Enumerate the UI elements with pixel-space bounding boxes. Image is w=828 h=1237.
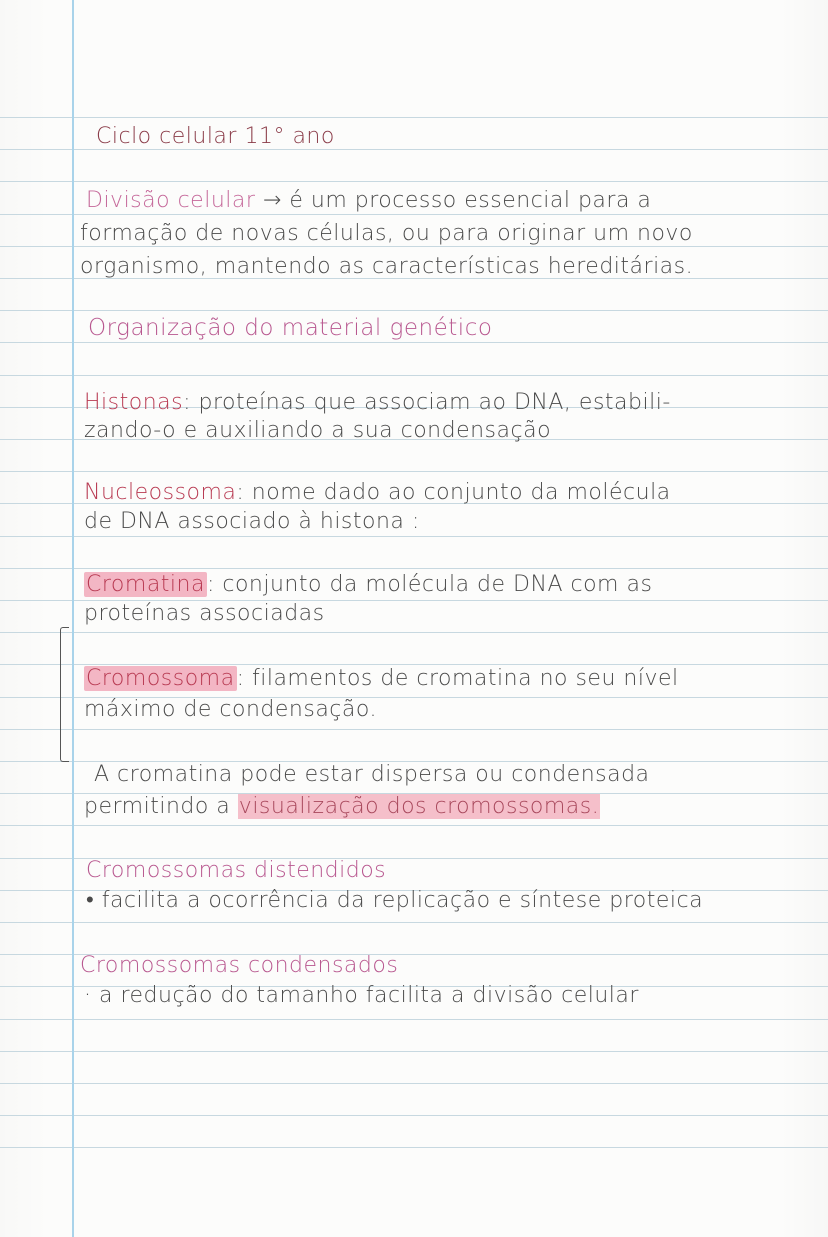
term-nucleossoma: Nucleossoma (84, 480, 237, 505)
rule-line (0, 117, 828, 118)
rule-line (0, 375, 828, 376)
cromossoma-text-1: : filamentos de cromatina no seu nível (236, 666, 679, 691)
divisao-line-2: formação de novas células, ou para originar um novo (80, 221, 693, 246)
histonas-text-1: : proteínas que associam ao DNA, estabili- (183, 390, 671, 415)
rule-line (0, 1083, 828, 1084)
condensados-heading: Cromossomas condensados (80, 953, 399, 978)
cromossoma-line-2: máximo de condensação. (84, 697, 377, 722)
section-heading: Organização do material genético (88, 315, 493, 341)
rule-line (0, 568, 828, 569)
cromatina-note-line-2 (84, 794, 600, 820)
divisao-text-1: é um processo essencial para a (289, 188, 652, 213)
divisao-line-1 (86, 188, 651, 214)
cromatina-line-1 (84, 572, 652, 598)
term-cromossoma: Cromossoma (86, 666, 235, 691)
rule-line (0, 536, 828, 537)
arrow: → (262, 188, 282, 213)
condensados-bullet: · a redução do tamanho facilita a divisão celular (84, 983, 639, 1008)
rule-line (0, 181, 828, 182)
nucleossoma-line-2: de DNA associado à histona : (84, 509, 420, 534)
rule-line (0, 1019, 828, 1020)
rule-line (0, 1115, 828, 1116)
term-divisao-celular: Divisão celular (86, 188, 256, 213)
rule-line (0, 342, 828, 343)
cromatina-note-highlight: visualização dos cromossomas. (238, 794, 600, 819)
distendidos-bullet: • facilita a ocorrência da replicação e síntese proteica (86, 888, 704, 913)
cromatina-line-2: proteínas associadas (84, 601, 325, 626)
rule-line (0, 825, 828, 826)
histonas-line-1 (84, 390, 671, 416)
term-cromatina: Cromatina (86, 572, 205, 597)
rule-line (0, 1051, 828, 1052)
rule-line (0, 922, 828, 923)
page-title: Ciclo celular 11° ano (96, 124, 335, 149)
rule-line (0, 632, 828, 633)
rule-line (0, 729, 828, 730)
cromatina-text-1: : conjunto da molécula de DNA com as (206, 572, 653, 597)
divisao-line-3: organismo, mantendo as características hereditárias. (80, 254, 694, 279)
cromatina-note-line-1: A cromatina pode estar dispersa ou condensada (94, 762, 650, 787)
distendidos-heading: Cromossomas distendidos (86, 858, 387, 883)
nucleossoma-line-1 (84, 480, 671, 506)
cromossoma-line-1 (84, 666, 679, 692)
histonas-line-2: zando-o e auxiliando a sua condensação (84, 418, 552, 443)
term-histonas: Histonas (84, 390, 184, 415)
nucleossoma-text-1: : nome dado ao conjunto da molécula (236, 480, 671, 505)
rule-line (0, 310, 828, 311)
cromatina-note-prefix: permitindo a (84, 794, 231, 819)
bracket (60, 627, 69, 762)
rule-line (0, 471, 828, 472)
rule-line (0, 1147, 828, 1148)
margin-line (72, 0, 74, 1237)
